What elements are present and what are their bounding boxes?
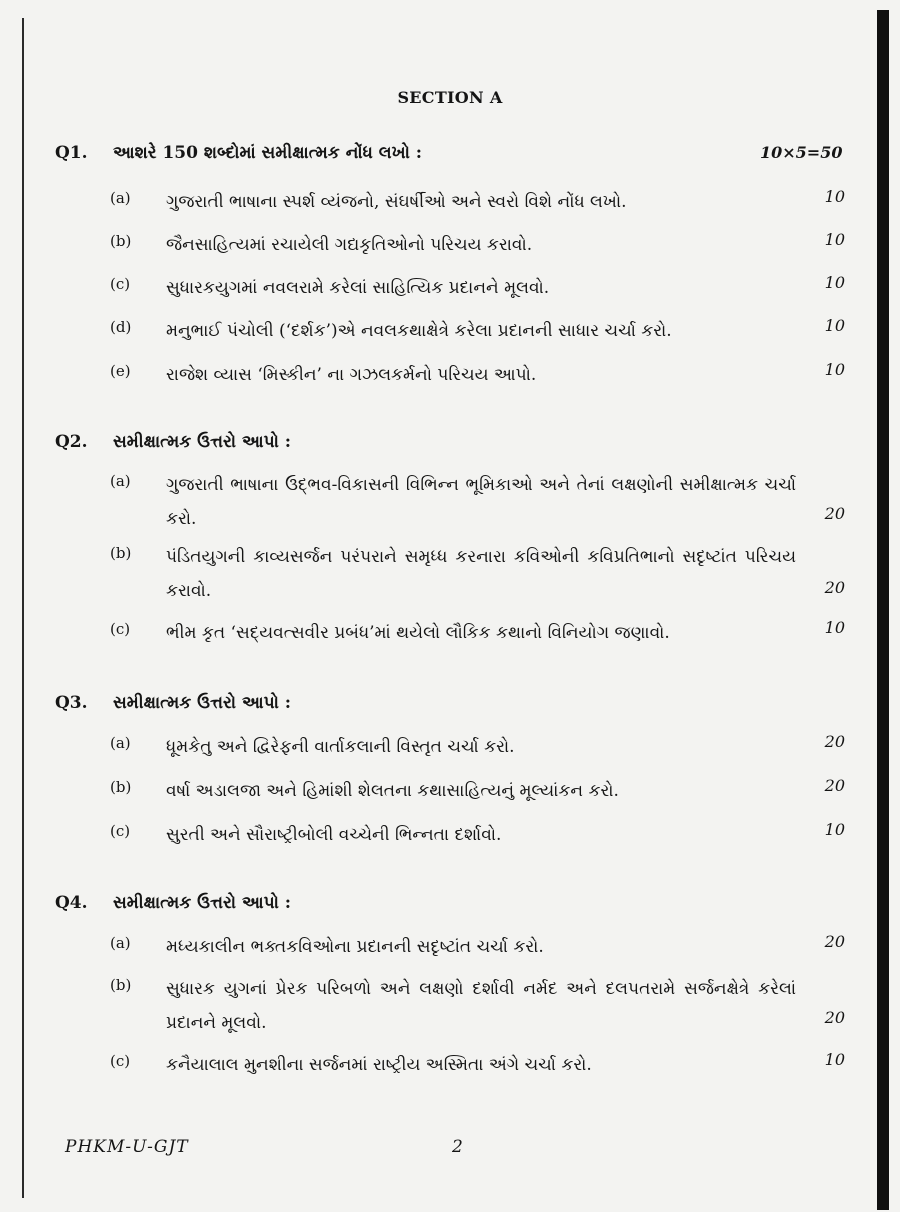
item-label: (a): [110, 189, 131, 207]
item-label: (b): [110, 232, 132, 250]
scan-right-border: [877, 10, 889, 1210]
item-text: મધ્યકાલીન ભક્તકવિઓના પ્રદાનની સદૃષ્ટાંત ચર્ચા કરો.: [166, 937, 544, 957]
item-text: સુધારક યુગનાં પ્રેરક પરિબળો અને લક્ષણો દર્શાવી નર્મદ અને દલપતરામે સર્જનક્ષેત્રે કરેલાં પ્રદાનને મૂલવો.: [166, 979, 796, 1033]
item-text: ધૂમકેતુ અને દ્વિરેફની વાર્તાકલાની વિસ્તૃત ચર્ચા કરો.: [166, 737, 515, 757]
item-text: ભીમ કૃત ‘સદ્‌યવત્સવીર પ્રબંધ’માં થયેલો લૌકિક કથાનો વિનિયોગ જણાવો.: [166, 623, 670, 643]
question-number: Q1.: [55, 143, 88, 163]
item-label: (e): [110, 362, 131, 380]
item-label: (c): [110, 1052, 131, 1070]
item-marks: 20: [824, 932, 845, 951]
item-label: (c): [110, 275, 131, 293]
item-label: (d): [110, 318, 132, 336]
paper-code: PHKM-U-GJT: [65, 1137, 189, 1157]
page-number: 2: [452, 1137, 463, 1157]
item-text: ગુજરાતી ભાષાના સ્પર્શ વ્યંજનો, સંઘર્ષીઓ અને સ્વરો વિશે નોંધ લખો.: [166, 192, 627, 212]
item-marks: 10: [824, 187, 845, 206]
question-instruction: સમીક્ષાત્મક ઉત્તરો આપો :: [113, 693, 292, 713]
item-label: (a): [110, 734, 131, 752]
item-label: (c): [110, 620, 131, 638]
item-text: જૈનસાહિત્યમાં રચાયેલી ગદ્યકૃતિઓનો પરિચય કરાવો.: [166, 235, 533, 255]
item-marks: 10: [824, 316, 845, 335]
item-label: (a): [110, 472, 131, 490]
question-number: Q4.: [55, 893, 88, 913]
item-label: (a): [110, 934, 131, 952]
item-marks: 20: [824, 732, 845, 751]
item-marks: 20: [824, 776, 845, 795]
item-text: સુધારકયુગમાં નવલરામે કરેલાં સાહિત્યિક પ્રદાનને મૂલવો.: [166, 278, 550, 298]
item-marks: 10: [824, 360, 845, 379]
item-text: સુરતી અને સૌરાષ્ટ્રીબોલી વચ્ચેની ભિન્નતા દર્શાવો.: [166, 825, 502, 845]
section-title: SECTION A: [397, 88, 503, 107]
question-instruction: સમીક્ષાત્મક ઉત્તરો આપો :: [113, 893, 292, 913]
item-marks: 10: [824, 820, 845, 839]
item-label: (c): [110, 822, 131, 840]
item-marks: 10: [824, 273, 845, 292]
item-marks: 20: [824, 504, 845, 523]
item-text: રાજેશ વ્યાસ ‘મિસ્કીન’ ના ગઝલકર્મનો પરિચય આપો.: [166, 365, 537, 385]
item-label: (b): [110, 544, 132, 562]
scan-left-border: [22, 18, 24, 1198]
item-label: (b): [110, 976, 132, 994]
question-instruction: સમીક્ષાત્મક ઉત્તરો આપો :: [113, 432, 292, 452]
item-marks: 10: [824, 230, 845, 249]
item-marks: 10: [824, 618, 845, 637]
question-number: Q3.: [55, 693, 88, 713]
question-1-total-marks: 10×5=50: [760, 143, 843, 162]
item-label: (b): [110, 778, 132, 796]
item-marks: 20: [824, 1008, 845, 1027]
question-instruction: આશરે 150 શબ્દોમાં સમીક્ષાત્મક નોંધ લખો :: [113, 143, 423, 163]
item-marks: 20: [824, 578, 845, 597]
item-marks: 10: [824, 1050, 845, 1069]
item-text: મનુભાઈ પંચોલી (‘દર્શક’)એ નવલકથાક્ષેત્રે કરેલા પ્રદાનની સાધાર ચર્ચા કરો.: [166, 321, 672, 341]
item-text: પંડિતયુગની કાવ્યસર્જન પરંપરાને સમૃધ્ધ કરનારા કવિઓની કવિપ્રતિભાનો સદૃષ્ટાંત પરિચય કરાવો.: [166, 547, 796, 601]
item-text: ગુજરાતી ભાષાના ઉદ્‌ભવ-વિકાસની વિભિન્ન ભૂમિકાઓ અને તેનાં લક્ષણોની સમીક્ષાત્મક ચર્ચા કરો.: [166, 475, 796, 529]
item-text: વર્ષા અડાલજા અને હિમાંશી શેલતના કથાસાહિત્યનું મૂલ્યાંકન કરો.: [166, 781, 619, 801]
item-text: કનૈયાલાલ મુનશીના સર્જનમાં રાષ્ટ્રીય અસ્મિતા અંગે ચર્ચા કરો.: [166, 1055, 592, 1075]
question-number: Q2.: [55, 432, 88, 452]
